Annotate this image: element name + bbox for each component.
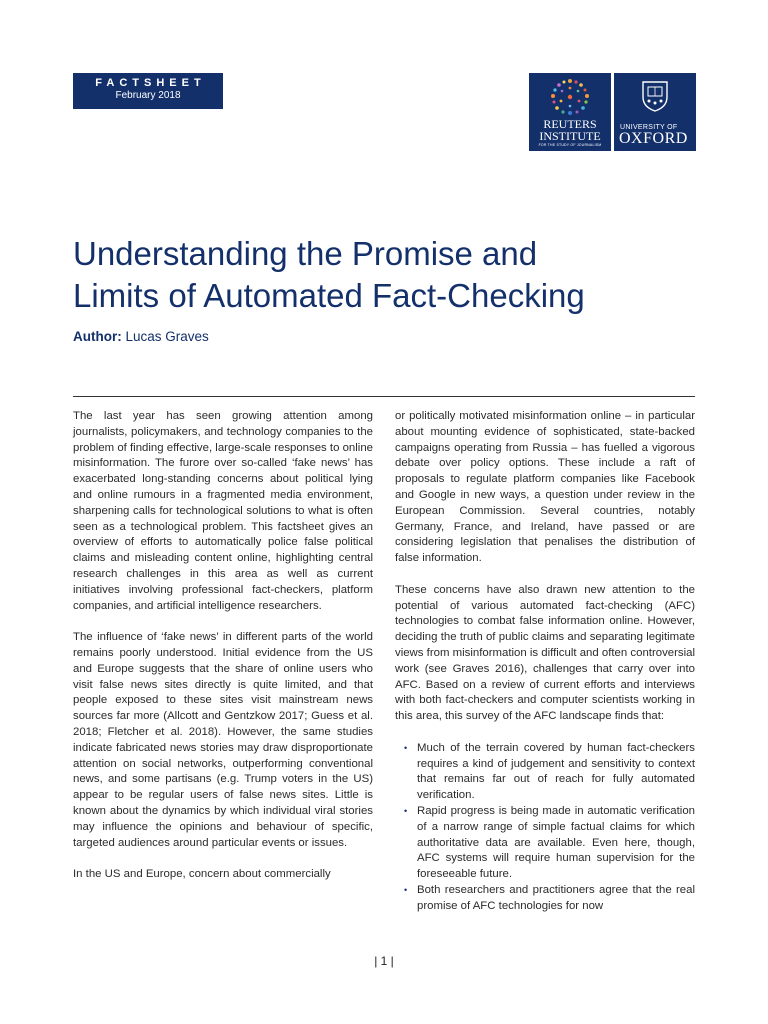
left-column	[73, 409, 373, 899]
title-line-1: Understanding the Promise and	[73, 235, 538, 272]
reuters-institute-logo	[529, 73, 611, 151]
reuters-logo-line1: REUTERS	[543, 117, 597, 131]
section-divider	[73, 396, 695, 397]
paragraph: These concerns have also drawn new attention to the potential of various automated fact-checking (AFC) technologies to combat false information online. However, deciding the truth of public claims and separating legitimate views from misinformation is difficult and often controversial work (see Graves 2016), challenges that carry over into AFC. Based on a review of current efforts and interviews with both fact-checkers and computer scientists working in this area, this survey of the AFC landscape finds that:	[395, 583, 695, 723]
bullet-icon: •	[404, 742, 408, 753]
right-column	[395, 409, 695, 915]
oxford-name: OXFORD	[619, 130, 688, 147]
oxford-logo	[614, 73, 696, 151]
author-name: Lucas Graves	[125, 329, 209, 344]
author-line	[73, 329, 209, 344]
page-number: | 1 |	[374, 954, 394, 968]
reuters-dots-icon	[548, 77, 592, 117]
factsheet-badge	[73, 73, 223, 109]
list-item	[404, 883, 695, 915]
title-line-2: Limits of Automated Fact-Checking	[73, 277, 585, 314]
reuters-logo-line2: INSTITUTE	[539, 129, 601, 143]
list-item	[404, 741, 695, 804]
oxford-crest-icon	[640, 79, 670, 113]
bullet-icon: •	[404, 884, 408, 895]
list-item-text: Much of the terrain covered by human fact-checkers requires a kind of judgement and sensitivity to context that remains far out of reach for fully automated verification.	[417, 741, 695, 802]
list-item	[404, 804, 695, 883]
author-label: Author:	[73, 329, 122, 344]
page-title	[73, 233, 713, 317]
paragraph: In the US and Europe, concern about commercially	[73, 868, 331, 881]
list-item-text: Rapid progress is being made in automatic verification of a narrow range of simple factual claims for which authoritative data are available. Even here, though, AFC systems will require human supervision for the foreseeable future.	[417, 804, 695, 881]
oxford-university-of: UNIVERSITY OF	[620, 124, 678, 131]
reuters-logo-tagline: FOR THE STUDY OF JOURNALISM	[538, 143, 602, 147]
factsheet-date: February 2018	[115, 90, 181, 101]
paragraph: or politically motivated misinformation online – in particular about mounting evidence of sophisticated, state-backed campaigns operating from Russia – has fuelled a vigorous debate over policy options. These include a raft of proposals to regulate platform companies like Facebook and Google in new ways, a question under review in the European Commission. Several countries, notably Germany, France, and Ireland, have passed or are considering legislation that penalises the distribution of false information.	[395, 410, 695, 565]
findings-list	[395, 741, 695, 915]
paragraph: The last year has seen growing attention among journalists, policymakers, and technology companies to the problem of finding effective, large-scale responses to online misinformation. The furore over so-called ‘fake news’ has exacerbated long-standing concerns about political lying and online rumours in a fragmented media environment, sharpening calls for technological solutions to what is often seen as a technological problem. This factsheet gives an overview of efforts to automatically police false political claims and misleading content online, highlighting central research challenges in this area as well as current initiatives involving professional fact-checkers, platform companies, and artificial intelligence researchers.	[73, 410, 373, 612]
list-item-text: Both researchers and practitioners agree that the real promise of AFC technologies for now	[417, 883, 695, 912]
bullet-icon: •	[404, 805, 408, 816]
paragraph: The influence of ‘fake news’ in different parts of the world remains poorly understood. Initial evidence from the US and Europe suggests that the share of online users who visit false news sites directly is quite limited, and that people exposed to these sites visit mainstream news sources far more (Allcott and Gentzkow 2017; Guess et al. 2018; Fletcher et al. 2018). However, the same studies indicate fabricated news stories may draw disproportionate attention on social networks, outperforming conventional news, and some partisans (e.g. Trump voters in the US) appear to be regular users of false news sites. Little is known about the dynamics by which individual viral stories may influence the opinions and behaviour of specific, targeted audiences around particular events or issues.	[73, 631, 373, 849]
factsheet-label: FACTSHEET	[95, 77, 206, 89]
